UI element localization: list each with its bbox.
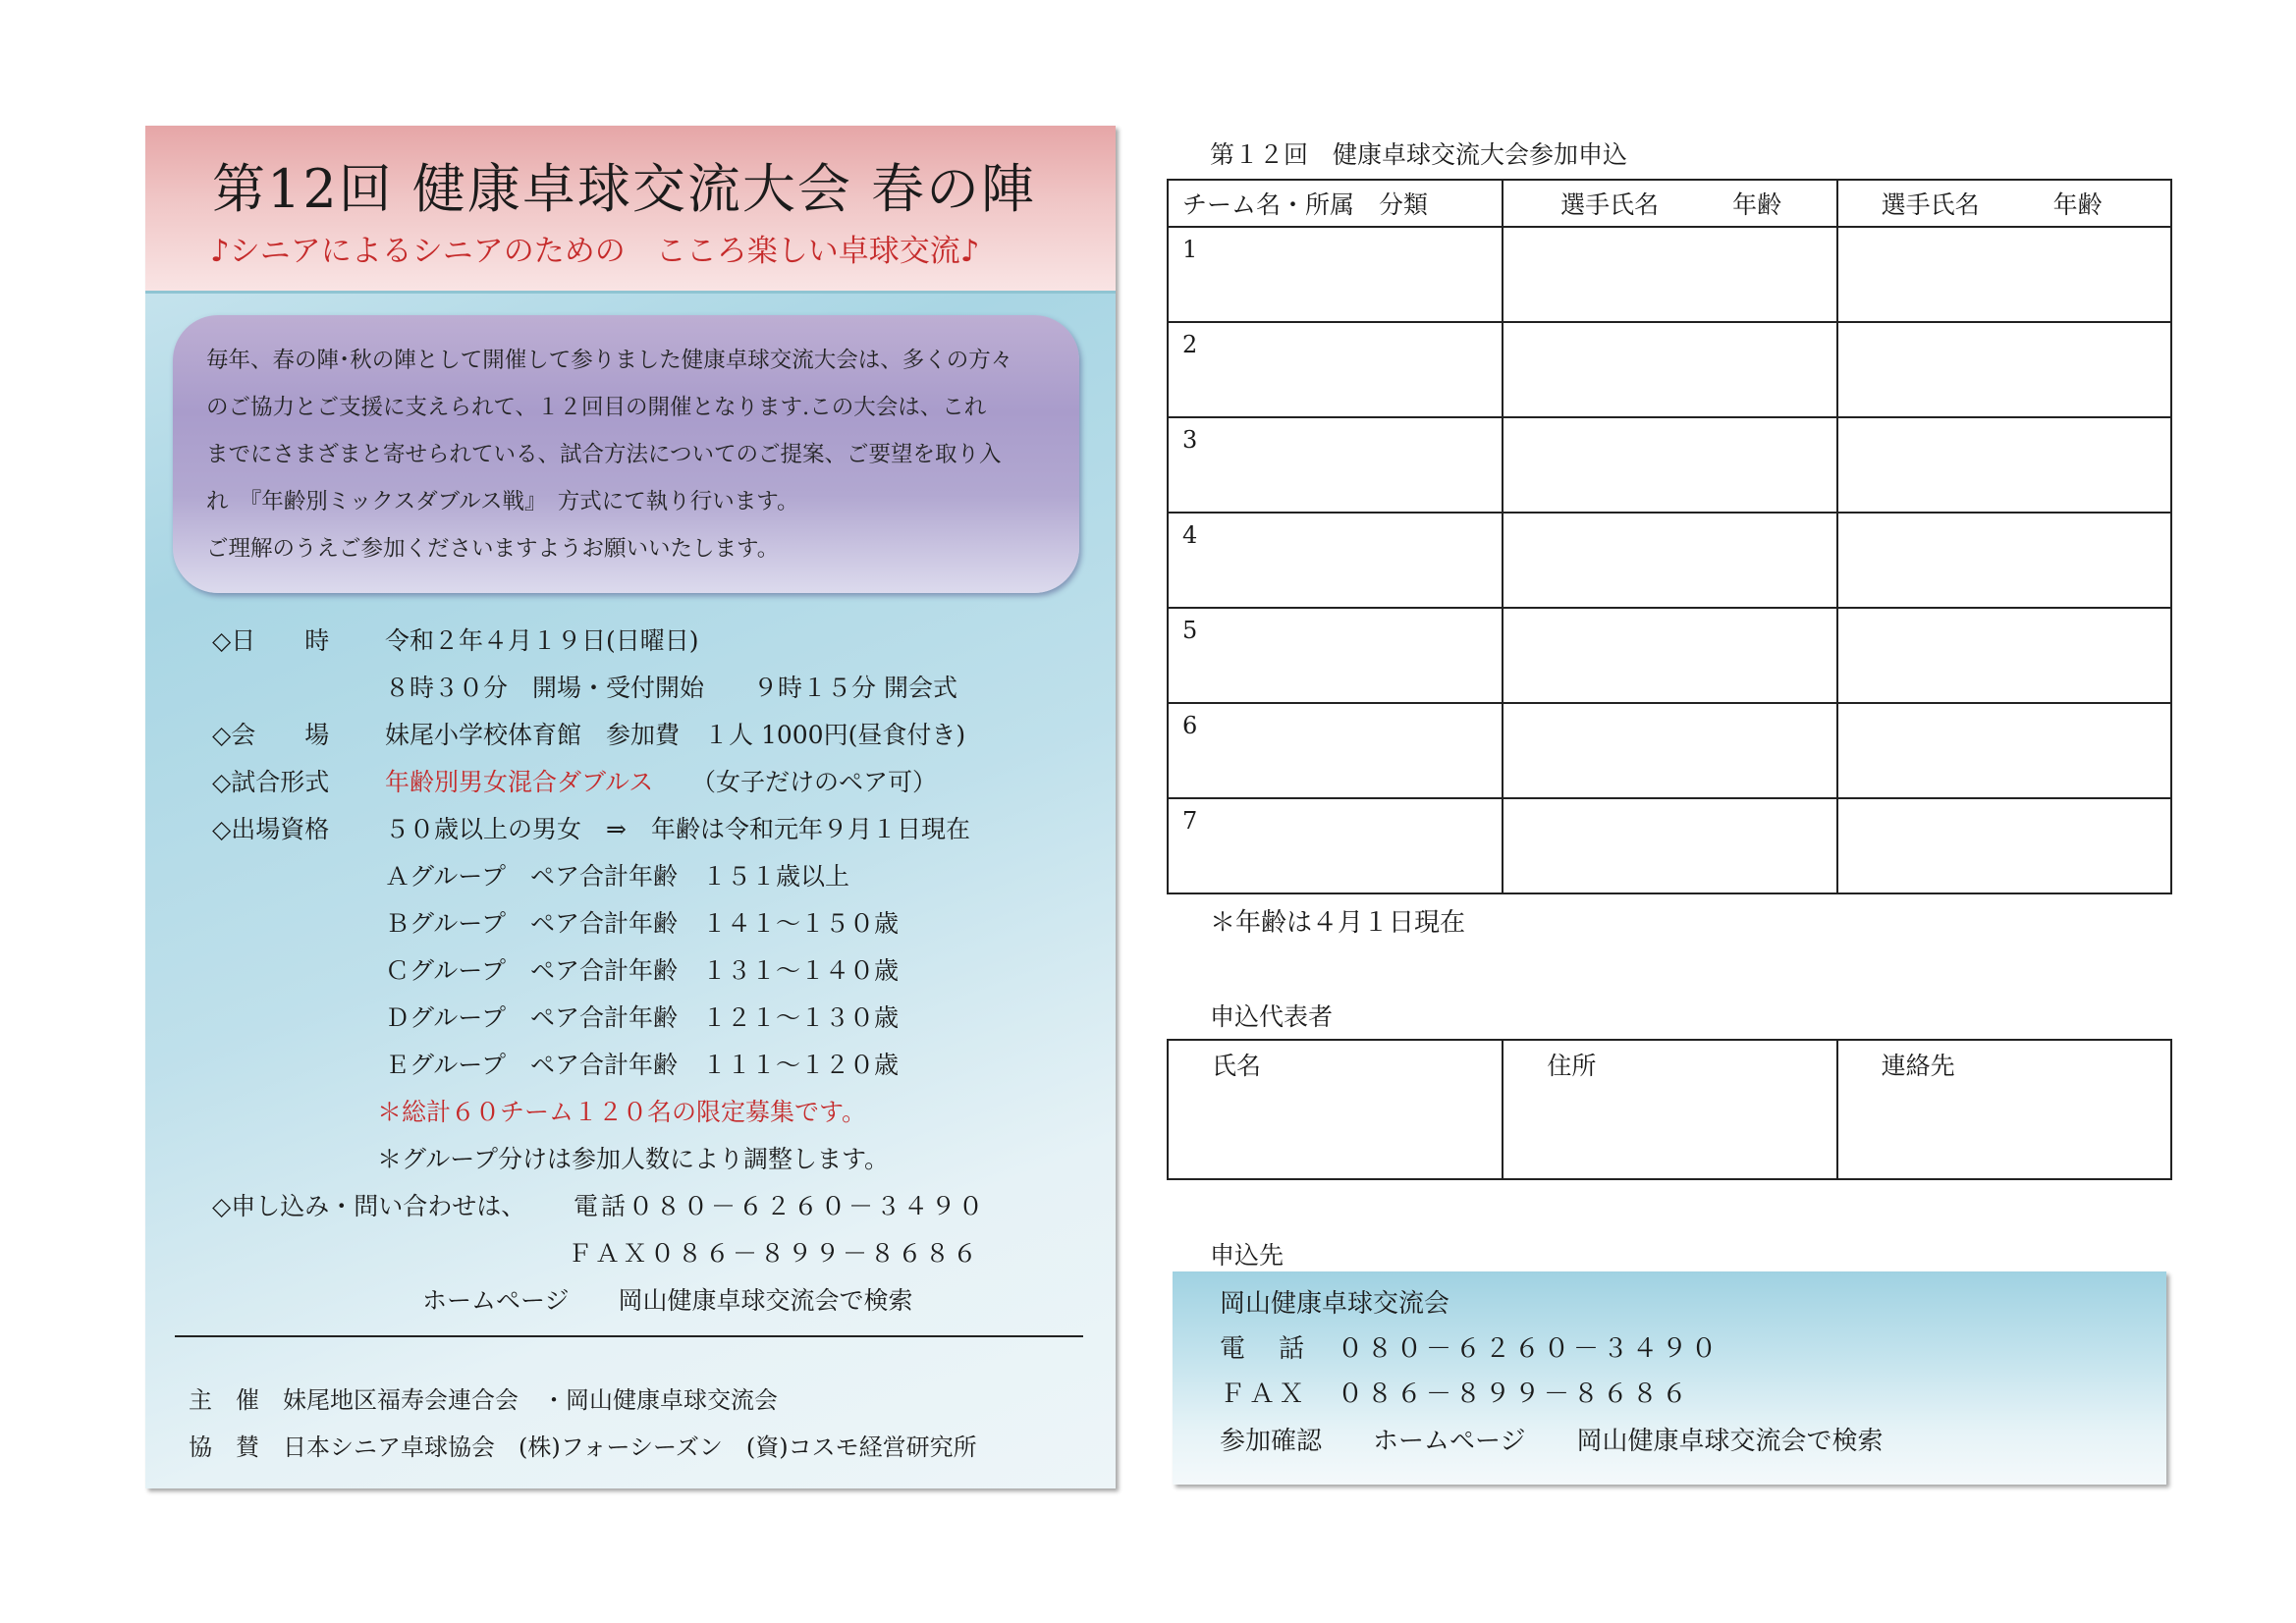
limit-note: ＊総計６０チーム１２０名の限定募集です。 — [377, 1098, 867, 1126]
group-item: Ｃグループ ペア合計年齢 １３１～１４０歳 — [385, 956, 900, 985]
team-cell[interactable] — [1168, 513, 1503, 608]
time-value: ８時３０分 開場・受付開始 ９時１５分 開会式 — [385, 674, 957, 702]
format-value: 年齢別男女混合ダブルス — [385, 768, 654, 796]
intro-line: までにさまざまと寄せられている、試合方法についてのご提案、ご要望を取り入 — [206, 442, 1002, 467]
group-item: Ａグループ ペア合計年齢 １５１歳以上 — [385, 862, 850, 891]
representative-table — [1167, 1039, 2172, 1180]
contact-label: ◇申し込み・問い合わせは、 — [212, 1192, 526, 1220]
row-number: 1 — [1182, 236, 1198, 263]
row-number: 7 — [1182, 807, 1198, 835]
divider — [175, 1335, 1083, 1337]
rep-address-label: 住所 — [1547, 1052, 1597, 1080]
player-cell[interactable] — [1503, 227, 1836, 322]
contact-tel: 電話０８０－６２６０－３４９０ — [574, 1192, 987, 1220]
group-item: Ｂグループ ペア合計年齢 １４１～１５０歳 — [385, 909, 900, 938]
intro-line: ご理解のうえご参加くださいますようお願いいたします。 — [206, 536, 780, 562]
flyer-title: 第12回 健康卓球交流大会 春の陣 — [212, 158, 1037, 220]
eligibility-label: ◇出場資格 — [212, 815, 330, 843]
table-row — [1168, 703, 2171, 798]
organizer: 主 催 妹尾地区福寿会連合会 ・岡山健康卓球交流会 — [189, 1386, 778, 1414]
player-cell[interactable] — [1837, 608, 2171, 703]
destination-fax: ＦＡＸ ０８６－８９９－８６８６ — [1220, 1380, 1692, 1409]
intro-line: れ 『年齢別ミックスダブルス戦』 方式にて執り行います。 — [206, 489, 799, 514]
intro-box — [173, 315, 1079, 593]
sponsor: 協 賛 日本シニア卓球協会 (株)フォーシーズン (資)コスモ経営研究所 — [189, 1434, 977, 1461]
row-number: 4 — [1182, 521, 1198, 549]
header-player-1: 選手氏名 年齢 — [1503, 180, 1836, 227]
group-note: ＊グループ分けは参加人数により調整します。 — [377, 1145, 890, 1173]
table-header-row — [1168, 180, 2171, 227]
representative-label: 申込代表者 — [1210, 1002, 1334, 1031]
intro-line: 毎年、春の陣･秋の陣として開催して参りました健康卓球交流大会は、多くの方々 — [206, 348, 1013, 373]
flyer-subtitle: ♪シニアによるシニアのための こころ楽しい卓球交流♪ — [210, 234, 980, 269]
row-number: 6 — [1182, 712, 1198, 739]
row-number: 2 — [1182, 331, 1198, 358]
player-cell[interactable] — [1503, 608, 1836, 703]
table-row — [1168, 798, 2171, 893]
table-row — [1168, 417, 2171, 513]
team-cell[interactable] — [1168, 227, 1503, 322]
row-number: 5 — [1182, 617, 1198, 644]
rep-contact-field[interactable] — [1837, 1040, 2171, 1179]
team-cell[interactable] — [1168, 703, 1503, 798]
table-row — [1168, 513, 2171, 608]
rep-name-field[interactable] — [1168, 1040, 1503, 1179]
header-player-2: 選手氏名 年齢 — [1837, 180, 2171, 227]
intro-line: のご協力とご支援に支えられて、１２回目の開催となります.この大会は、これ — [206, 395, 987, 420]
format-note: （女子だけのペア可） — [691, 768, 938, 796]
date-label: ◇日 時 — [212, 626, 330, 655]
group-item: Ｄグループ ペア合計年齢 １２１～１３０歳 — [385, 1003, 900, 1032]
player-cell[interactable] — [1837, 703, 2171, 798]
row-number: 3 — [1182, 426, 1198, 454]
venue-label: ◇会 場 — [212, 721, 330, 749]
header-team: チーム名・所属 分類 — [1168, 180, 1503, 227]
player-cell[interactable] — [1503, 798, 1836, 893]
table-row — [1168, 608, 2171, 703]
rep-address-field[interactable] — [1503, 1040, 1836, 1179]
destination-homepage: 参加確認 ホームページ 岡山健康卓球交流会で検索 — [1220, 1427, 1884, 1456]
form-title: 第１２回 健康卓球交流大会参加申込 — [1210, 140, 1628, 169]
contact-homepage: ホームページ 岡山健康卓球交流会で検索 — [422, 1286, 913, 1315]
date-value: 令和２年４月１９日(日曜日) — [385, 626, 699, 655]
team-cell[interactable] — [1168, 322, 1503, 417]
player-cell[interactable] — [1503, 703, 1836, 798]
format-label: ◇試合形式 — [212, 768, 330, 796]
player-cell[interactable] — [1837, 513, 2171, 608]
destination-label: 申込先 — [1210, 1241, 1285, 1270]
group-item: Ｅグループ ペア合計年齢 １１１～１２０歳 — [385, 1051, 900, 1079]
destination-org: 岡山健康卓球交流会 — [1220, 1289, 1450, 1319]
rep-name-label: 氏名 — [1212, 1052, 1262, 1080]
team-cell[interactable] — [1168, 417, 1503, 513]
contact-fax: ＦＡＸ０８６－８９９－８６８６ — [568, 1239, 981, 1268]
player-cell[interactable] — [1837, 798, 2171, 893]
venue-value: 妹尾小学校体育館 参加費 １人 1000円(昼食付き) — [385, 721, 966, 749]
player-cell[interactable] — [1503, 513, 1836, 608]
destination-box — [1173, 1271, 2166, 1485]
player-cell[interactable] — [1503, 322, 1836, 417]
destination-tel: 電 話 ０８０－６２６０－３４９０ — [1220, 1334, 1722, 1364]
eligibility-value: ５０歳以上の男女 ⇒ 年齢は令和元年９月１日現在 — [385, 815, 970, 843]
entry-table — [1167, 179, 2172, 894]
table-row — [1168, 227, 2171, 322]
rep-contact-label: 連絡先 — [1881, 1052, 1955, 1080]
flyer-header — [145, 126, 1116, 294]
table-row — [1168, 322, 2171, 417]
player-cell[interactable] — [1837, 417, 2171, 513]
age-note: ＊年齢は４月１日現在 — [1210, 908, 1466, 938]
player-cell[interactable] — [1503, 417, 1836, 513]
player-cell[interactable] — [1837, 227, 2171, 322]
event-flyer — [145, 126, 1116, 1488]
team-cell[interactable] — [1168, 608, 1503, 703]
team-cell[interactable] — [1168, 798, 1503, 893]
player-cell[interactable] — [1837, 322, 2171, 417]
